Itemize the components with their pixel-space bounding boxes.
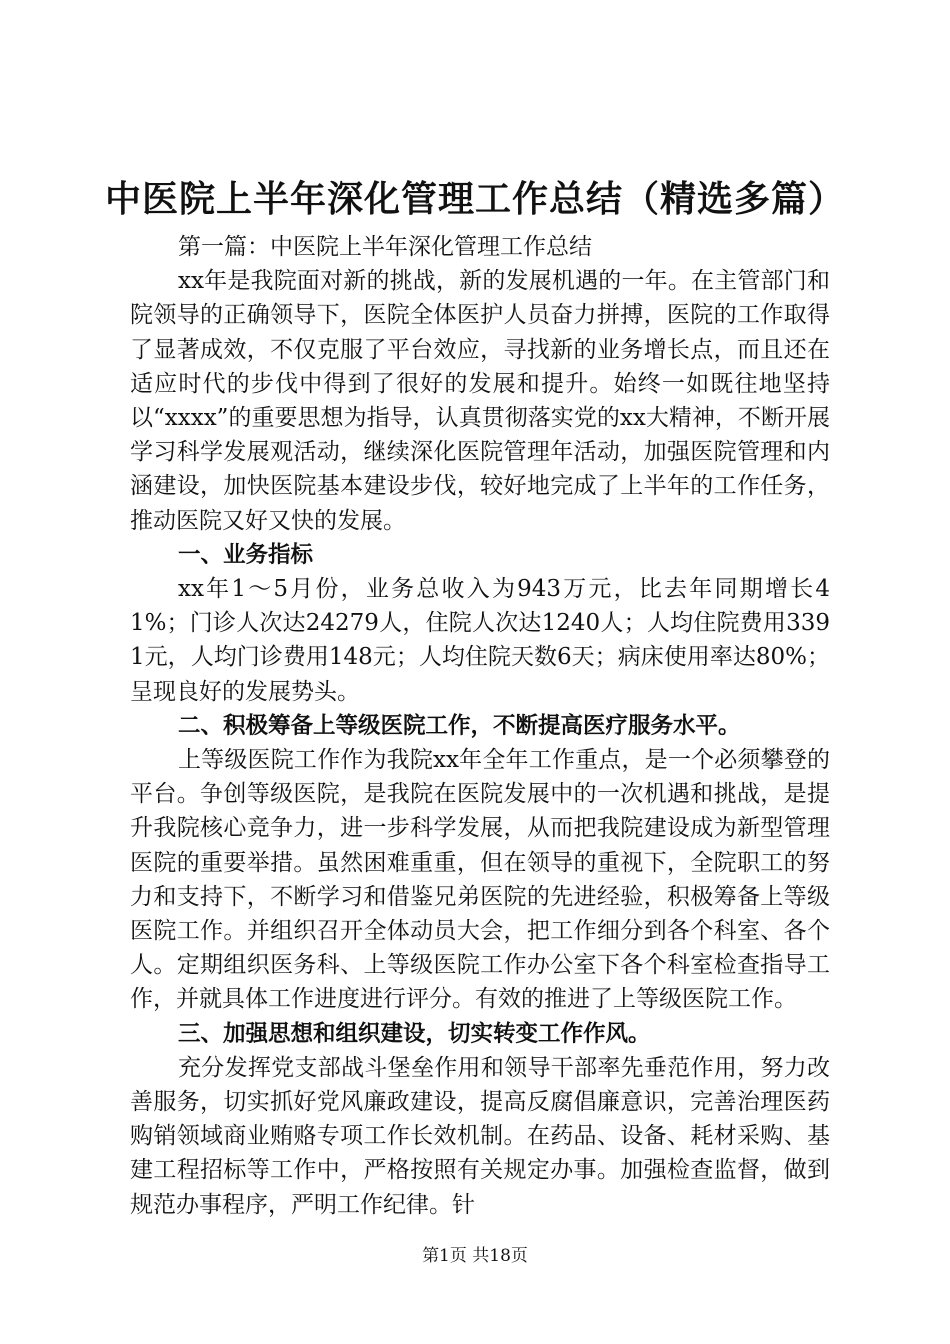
document-body (130, 230, 830, 1222)
section-heading-business-indicators: 一、业务指标 (178, 541, 314, 568)
intro-paragraph: xx年是我院面对新的挑战，新的发展机遇的一年。在主管部门和院领导的正确领导下，医院全体医护人员奋力拼搏，医院的工作取得了显著成效，不仅克服了平台效应，寻找新的业务增长点，而且还在适应时代的步伐中得到了很好的发展和提升。始终一如既往地坚持以“xxxx”的重要思想为指导，认真贯彻落实党的xx大精神，不断开展学习科学发展观活动，继续深化医院管理年活动，加强医院管理和内涵建设，加快医院基本建设步伐，较好地完成了上半年的工作任务，推动医院又好又快的发展。 (130, 268, 830, 534)
document-title: 中医院上半年深化管理工作总结（精选多篇） (104, 179, 845, 220)
page-number: 第1页 共18页 (422, 1246, 528, 1266)
business-indicators-paragraph: xx年1～5月份，业务总收入为943万元，比去年同期增长41%；门诊人次达24279人，住院人次达1240人；人均住院费用3391元，人均门诊费用148元；人均住院天数6天；病床使用率达80%；呈现良好的发展势头。 (130, 576, 830, 705)
section-subtitle: 第一篇：中医院上半年深化管理工作总结 (178, 234, 592, 260)
section-heading-organization-building: 三、加强思想和组织建设，切实转变工作作风。 (178, 1020, 651, 1047)
hospital-grading-paragraph: 上等级医院工作作为我院xx年全年工作重点，是一个必须攀登的平台。争创等级医院，是我院在医院发展中的一次机遇和挑战，是提升我院核心竞争力，进一步科学发展，从而把我院建设成为新型管理医院的重要举措。虽然困难重重，但在领导的重视下，全院职工的努力和支持下，不断学习和借鉴兄弟医院的先进经验，积极筹备上等级医院工作。并组织召开全体动员大会，把工作细分到各个科室、各个人。定期组织医务科、上等级医院工作办公室下各个科室检查指导工作，并就具体工作进度进行评分。有效的推进了上等级医院工作。 (130, 747, 830, 1013)
organization-building-paragraph: 充分发挥党支部战斗堡垒作用和领导干部率先垂范作用，努力改善服务，切实抓好党风廉政建设，提高反腐倡廉意识，完善治理医药购销领域商业贿赂专项工作长效机制。在药品、设备、耗材采购、基建工程招标等工作中，严格按照有关规定办事。加强检查监督，做到规范办事程序，严明工作纪律。针 (130, 1054, 830, 1218)
section-heading-hospital-grading: 二、积极筹备上等级医院工作，不断提高医疗服务水平。 (178, 712, 741, 739)
